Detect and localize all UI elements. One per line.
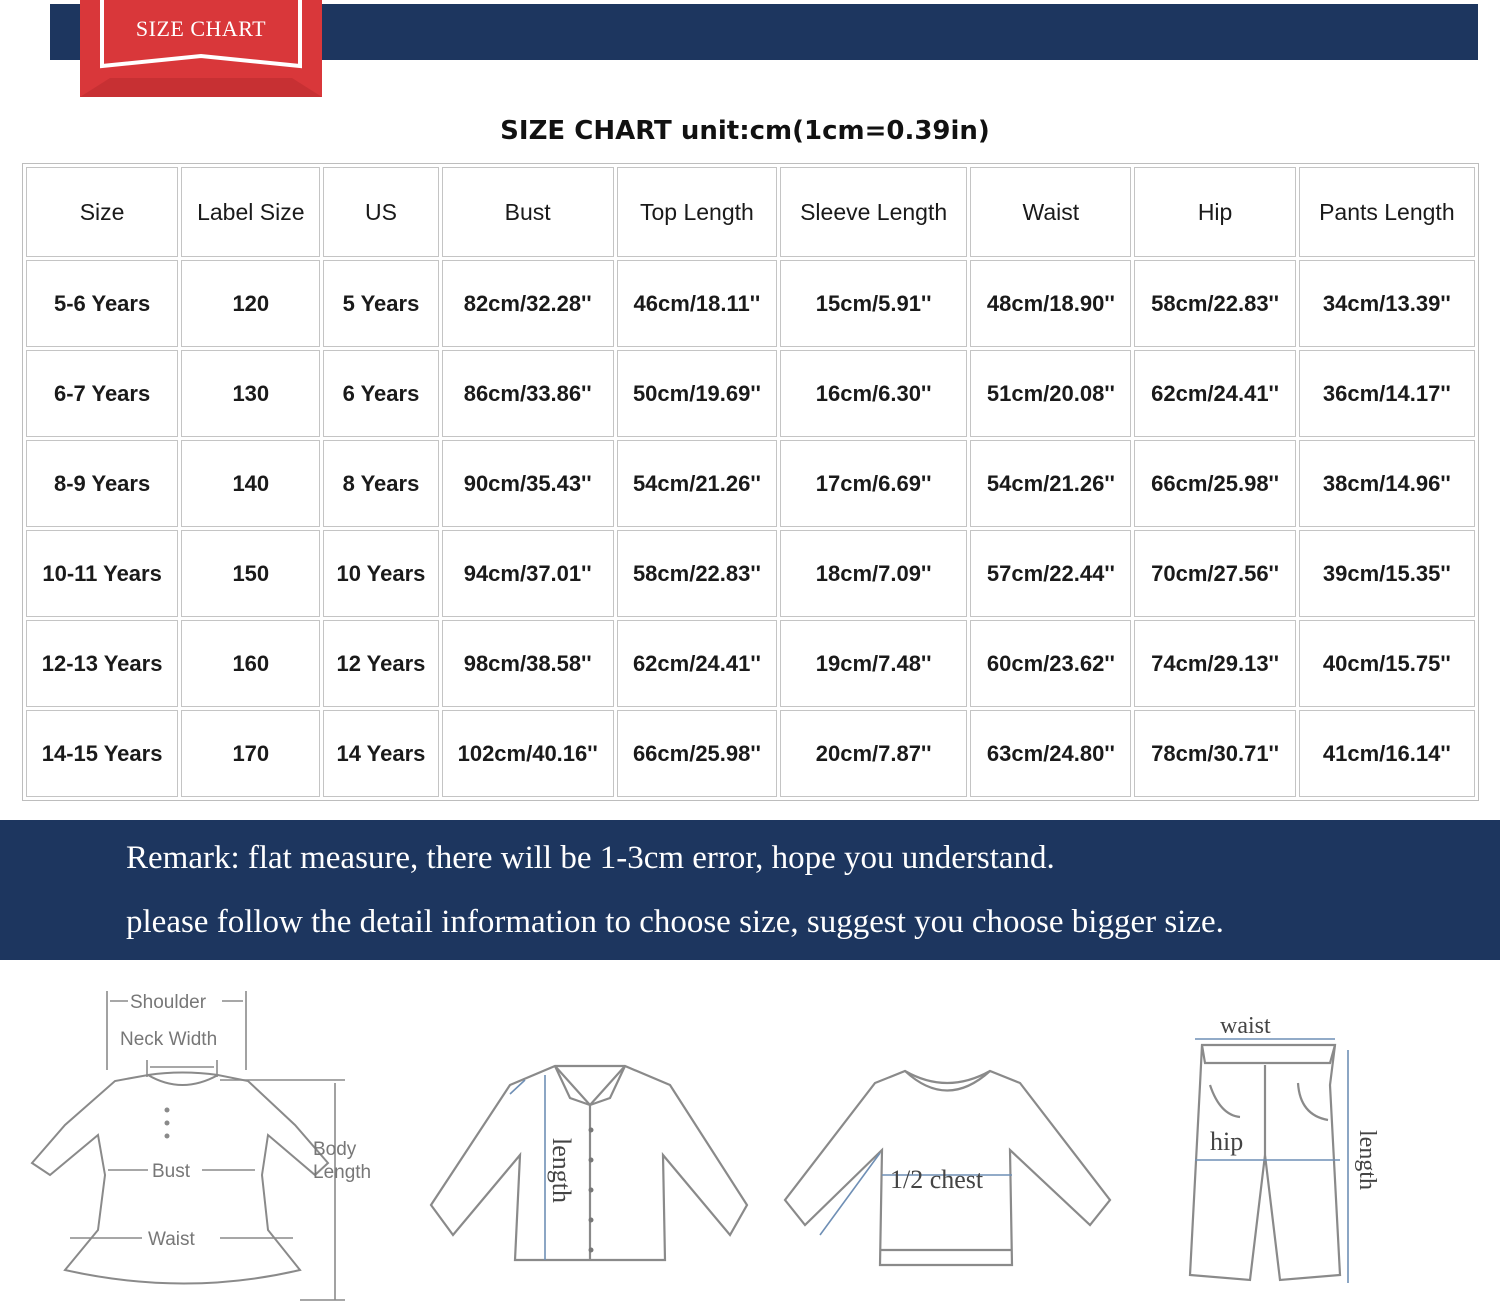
table-cell: 160 [181, 620, 320, 707]
table-cell: 14-15 Years [26, 710, 178, 797]
table-cell: 170 [181, 710, 320, 797]
table-cell: 46cm/18.11'' [617, 260, 777, 347]
table-cell: 120 [181, 260, 320, 347]
sweater-chest-label: 1/2 chest [890, 1165, 984, 1194]
table-cell: 16cm/6.30'' [780, 350, 967, 437]
table-cell: 34cm/13.39'' [1299, 260, 1475, 347]
chart-title: SIZE CHART unit:cm(1cm=0.39in) [500, 116, 990, 146]
table-cell: 57cm/22.44'' [970, 530, 1131, 617]
column-header: Size [26, 167, 178, 257]
table-cell: 17cm/6.69'' [780, 440, 967, 527]
pants-diagram [1180, 1005, 1400, 1295]
table-row [26, 620, 1475, 707]
table-cell: 60cm/23.62'' [970, 620, 1131, 707]
table-cell: 94cm/37.01'' [442, 530, 614, 617]
table-cell: 8-9 Years [26, 440, 178, 527]
table-cell: 40cm/15.75'' [1299, 620, 1475, 707]
table-cell: 5 Years [323, 260, 438, 347]
column-header: US [323, 167, 438, 257]
table-row [26, 530, 1475, 617]
dress-shoulder-label: Shoulder [130, 992, 207, 1013]
table-cell: 39cm/15.35'' [1299, 530, 1475, 617]
table-cell: 82cm/32.28'' [442, 260, 614, 347]
table-cell: 38cm/14.96'' [1299, 440, 1475, 527]
table-cell: 18cm/7.09'' [780, 530, 967, 617]
shirt-diagram [425, 1060, 755, 1270]
table-cell: 14 Years [323, 710, 438, 797]
table-cell: 41cm/16.14'' [1299, 710, 1475, 797]
table-row [26, 710, 1475, 797]
table-cell: 51cm/20.08'' [970, 350, 1131, 437]
table-cell: 10 Years [323, 530, 438, 617]
dress-diagram [10, 985, 390, 1310]
badge-label: SIZE CHART [135, 16, 267, 41]
dress-waist-label: Waist [148, 1229, 195, 1250]
table-cell: 70cm/27.56'' [1134, 530, 1295, 617]
table-cell: 20cm/7.87'' [780, 710, 967, 797]
column-header: Label Size [181, 167, 320, 257]
pants-hip-label: hip [1210, 1127, 1244, 1156]
table-cell: 58cm/22.83'' [617, 530, 777, 617]
dress-bust-label: Bust [152, 1161, 191, 1182]
table-cell: 8 Years [323, 440, 438, 527]
table-cell: 62cm/24.41'' [1134, 350, 1295, 437]
table-cell: 5-6 Years [26, 260, 178, 347]
table-header-row [26, 167, 1475, 257]
column-header: Hip [1134, 167, 1295, 257]
table-cell: 6 Years [323, 350, 438, 437]
table-row [26, 440, 1475, 527]
table-cell: 50cm/19.69'' [617, 350, 777, 437]
table-cell: 62cm/24.41'' [617, 620, 777, 707]
table-cell: 58cm/22.83'' [1134, 260, 1295, 347]
table-row [26, 350, 1475, 437]
table-cell: 12-13 Years [26, 620, 178, 707]
shirt-length-label: length [547, 1138, 576, 1203]
table-cell: 90cm/35.43'' [442, 440, 614, 527]
table-cell: 140 [181, 440, 320, 527]
table-cell: 130 [181, 350, 320, 437]
size-table [22, 163, 1479, 801]
table-cell: 10-11 Years [26, 530, 178, 617]
table-cell: 48cm/18.90'' [970, 260, 1131, 347]
table-cell: 98cm/38.58'' [442, 620, 614, 707]
table-cell: 66cm/25.98'' [617, 710, 777, 797]
column-header: Bust [442, 167, 614, 257]
remark-line-2: please follow the detail information to choose size, suggest you choose bigger size. [126, 904, 1224, 940]
column-header: Sleeve Length [780, 167, 967, 257]
dress-neck-width-label: Neck Width [120, 1029, 218, 1050]
remark-line-1: Remark: flat measure, there will be 1-3cm error, hope you understand. [126, 840, 1055, 876]
table-cell: 78cm/30.71'' [1134, 710, 1295, 797]
pants-length-label: length [1354, 1130, 1380, 1190]
table-cell: 15cm/5.91'' [780, 260, 967, 347]
table-cell: 19cm/7.48'' [780, 620, 967, 707]
table-cell: 102cm/40.16'' [442, 710, 614, 797]
table-row [26, 260, 1475, 347]
table-cell: 6-7 Years [26, 350, 178, 437]
column-header: Waist [970, 167, 1131, 257]
column-header: Top Length [617, 167, 777, 257]
dress-body-length-label-1: Body [313, 1139, 357, 1160]
dress-body-length-label-2: Length [313, 1162, 372, 1183]
table-cell: 86cm/33.86'' [442, 350, 614, 437]
table-cell: 66cm/25.98'' [1134, 440, 1295, 527]
table-cell: 150 [181, 530, 320, 617]
size-chart-badge [80, 0, 322, 97]
column-header: Pants Length [1299, 167, 1475, 257]
table-cell: 12 Years [323, 620, 438, 707]
table-cell: 54cm/21.26'' [617, 440, 777, 527]
table-cell: 54cm/21.26'' [970, 440, 1131, 527]
pants-waist-label: waist [1220, 1013, 1271, 1039]
remark-banner [0, 820, 1500, 960]
table-cell: 36cm/14.17'' [1299, 350, 1475, 437]
sweater-diagram [780, 1065, 1115, 1275]
table-cell: 63cm/24.80'' [970, 710, 1131, 797]
table-cell: 74cm/29.13'' [1134, 620, 1295, 707]
